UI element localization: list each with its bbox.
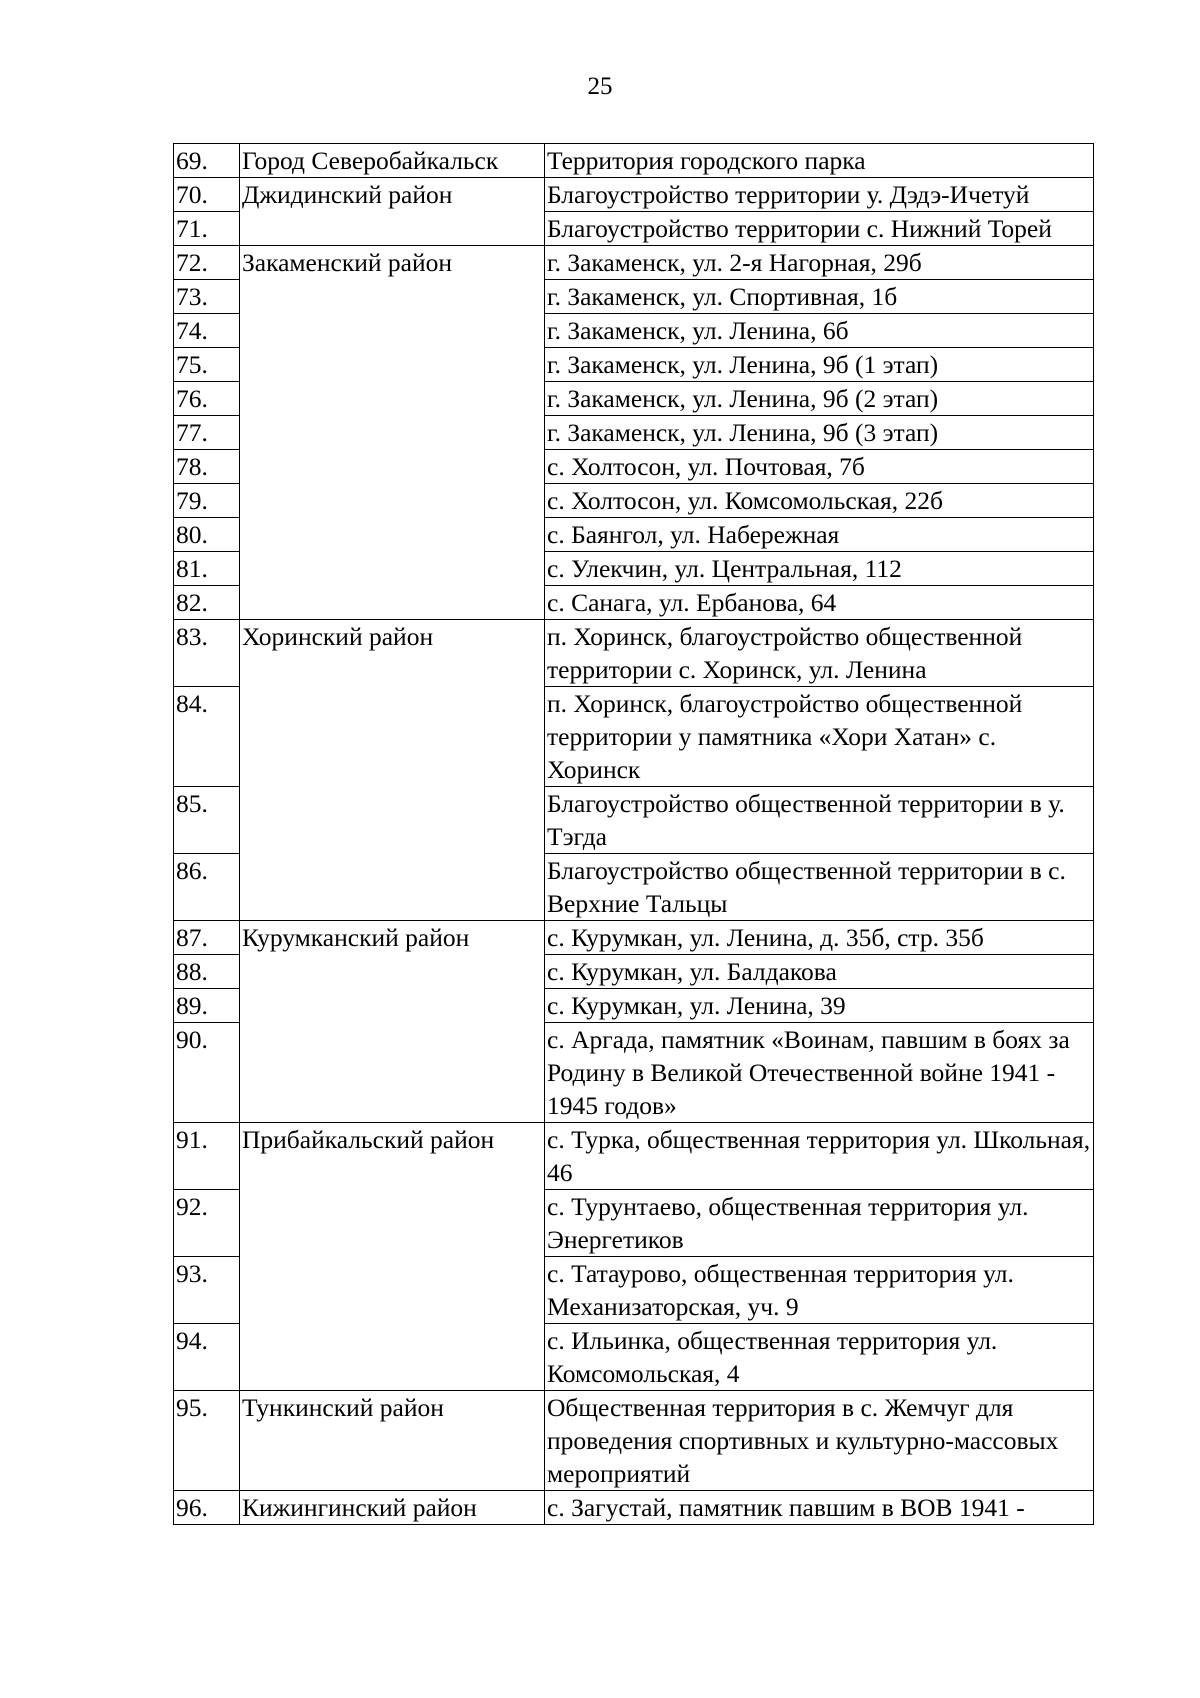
row-number: 73. — [174, 280, 240, 314]
district-cell: Джидинский район — [240, 178, 545, 246]
row-number: 91. — [174, 1123, 240, 1190]
row-number: 85. — [174, 787, 240, 854]
district-cell: Прибайкальский район — [240, 1123, 545, 1391]
territory-cell: с. Санага, ул. Ербанова, 64 — [545, 586, 1094, 620]
district-cell: Кижингинский район — [240, 1491, 545, 1525]
territory-cell: г. Закаменск, ул. Ленина, 9б (1 этап) — [545, 348, 1094, 382]
territory-cell: с. Турунтаево, общественная территория ул. Энергетиков — [545, 1190, 1094, 1257]
row-number: 70. — [174, 178, 240, 212]
row-number: 79. — [174, 484, 240, 518]
row-number: 89. — [174, 989, 240, 1023]
territory-cell: с. Курумкан, ул. Балдакова — [545, 955, 1094, 989]
territory-cell: с. Курумкан, ул. Ленина, д. 35б, стр. 35б — [545, 921, 1094, 955]
territory-cell: п. Хоринск, благоустройство общественной территории у памятника «Хори Хатан» с. Хоринск — [545, 687, 1094, 787]
row-number: 74. — [174, 314, 240, 348]
table-row — [174, 1123, 1094, 1190]
territory-cell: г. Закаменск, ул. Ленина, 9б (3 этап) — [545, 416, 1094, 450]
row-number: 80. — [174, 518, 240, 552]
row-number: 72. — [174, 246, 240, 280]
row-number: 75. — [174, 348, 240, 382]
row-number: 84. — [174, 687, 240, 787]
territory-cell: с. Татаурово, общественная территория ул. Механизаторская, уч. 9 — [545, 1257, 1094, 1324]
page-number: 25 — [587, 73, 613, 100]
table-body — [174, 144, 1094, 1525]
territory-cell: с. Курумкан, ул. Ленина, 39 — [545, 989, 1094, 1023]
territory-cell: Благоустройство территории с. Нижний Торей — [545, 212, 1094, 246]
row-number: 82. — [174, 586, 240, 620]
row-number: 92. — [174, 1190, 240, 1257]
territory-cell: г. Закаменск, ул. Спортивная, 1б — [545, 280, 1094, 314]
row-number: 96. — [174, 1491, 240, 1525]
row-number: 87. — [174, 921, 240, 955]
row-number: 90. — [174, 1023, 240, 1123]
row-number: 95. — [174, 1391, 240, 1491]
territory-cell: п. Хоринск, благоустройство общественной территории с. Хоринск, ул. Ленина — [545, 620, 1094, 687]
territory-cell: г. Закаменск, ул. Ленина, 9б (2 этап) — [545, 382, 1094, 416]
territory-cell: с. Загустай, памятник павшим в ВОВ 1941 - — [545, 1491, 1094, 1525]
district-cell: Хоринский район — [240, 620, 545, 921]
territory-cell: Благоустройство общественной территории в с. Верхние Тальцы — [545, 854, 1094, 921]
territory-cell: с. Холтосон, ул. Почтовая, 7б — [545, 450, 1094, 484]
table-row — [174, 1491, 1094, 1525]
table-row — [174, 620, 1094, 687]
row-number: 93. — [174, 1257, 240, 1324]
territory-cell: с. Аргада, памятник «Воинам, павшим в боях за Родину в Великой Отечественной войне 1941 - 1945 годов» — [545, 1023, 1094, 1123]
territory-cell: с. Холтосон, ул. Комсомольская, 22б — [545, 484, 1094, 518]
territory-cell: с. Турка, общественная территория ул. Школьная, 46 — [545, 1123, 1094, 1190]
table-row — [174, 1391, 1094, 1491]
territory-cell: с. Ильинка, общественная территория ул. Комсомольская, 4 — [545, 1324, 1094, 1391]
territory-cell: Общественная территория в с. Жемчуг для проведения спортивных и культурно-массовых мероприятий — [545, 1391, 1094, 1491]
table-row — [174, 921, 1094, 955]
territory-cell: с. Баянгол, ул. Набережная — [545, 518, 1094, 552]
table-row — [174, 144, 1094, 178]
row-number: 81. — [174, 552, 240, 586]
row-number: 88. — [174, 955, 240, 989]
territory-cell: г. Закаменск, ул. 2-я Нагорная, 29б — [545, 246, 1094, 280]
row-number: 77. — [174, 416, 240, 450]
territory-cell: Территория городского парка — [545, 144, 1094, 178]
row-number: 83. — [174, 620, 240, 687]
row-number: 69. — [174, 144, 240, 178]
row-number: 94. — [174, 1324, 240, 1391]
row-number: 76. — [174, 382, 240, 416]
territory-cell: с. Улекчин, ул. Центральная, 112 — [545, 552, 1094, 586]
row-number: 86. — [174, 854, 240, 921]
district-cell: Закаменский район — [240, 246, 545, 620]
table-row — [174, 246, 1094, 280]
row-number: 78. — [174, 450, 240, 484]
district-cell: Город Северобайкальск — [240, 144, 545, 178]
territory-cell: Благоустройство общественной территории в у. Тэгда — [545, 787, 1094, 854]
territory-cell: Благоустройство территории у. Дэдэ-Ичетуй — [545, 178, 1094, 212]
territory-cell: г. Закаменск, ул. Ленина, 6б — [545, 314, 1094, 348]
district-cell: Курумканский район — [240, 921, 545, 1123]
table-row — [174, 178, 1094, 212]
district-cell: Тункинский район — [240, 1391, 545, 1491]
row-number: 71. — [174, 212, 240, 246]
territory-table — [173, 143, 1094, 1525]
